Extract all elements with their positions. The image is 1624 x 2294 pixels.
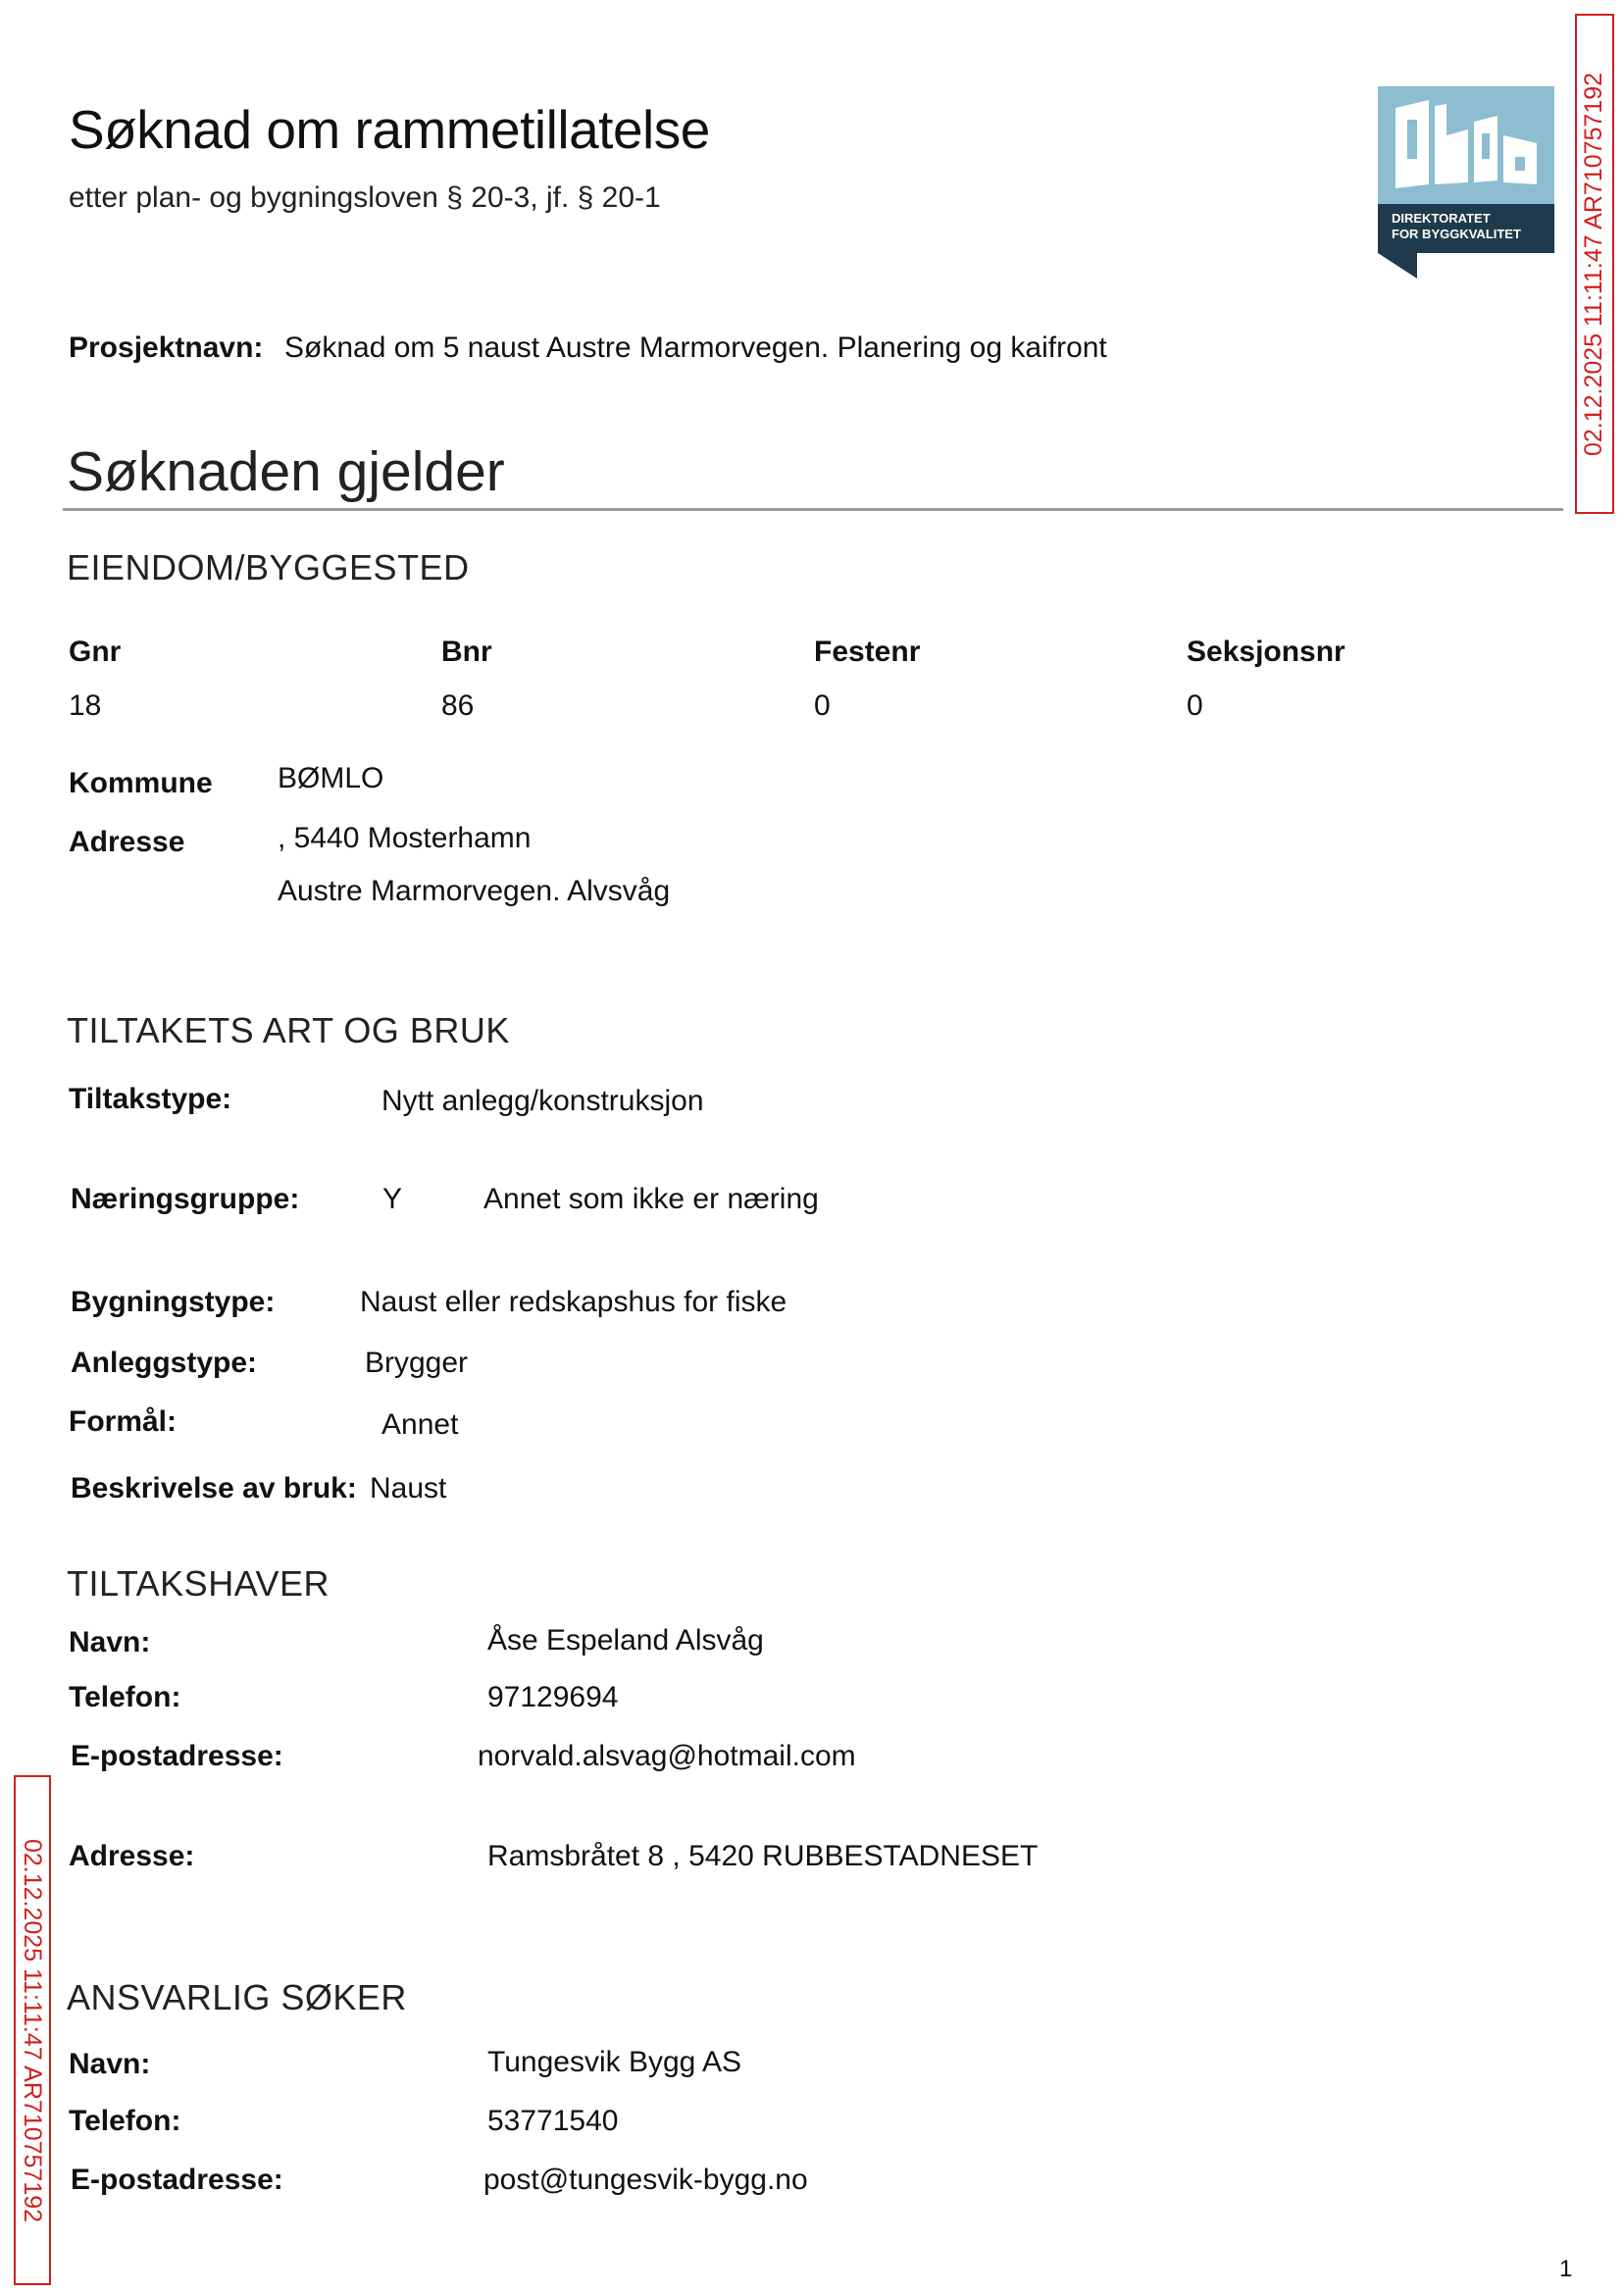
tiltakshaver-telefon-label: Telefon: xyxy=(69,1681,181,1713)
anleggstype-value: Brygger xyxy=(365,1347,469,1379)
tiltakshaver-navn-label: Navn: xyxy=(69,1626,151,1658)
anleggstype-label: Anleggstype: xyxy=(71,1347,258,1379)
beskrivelse-label: Beskrivelse av bruk: xyxy=(71,1472,357,1504)
kommune-label: Kommune xyxy=(69,767,213,799)
bygningstype-label: Bygningstype: xyxy=(71,1286,276,1318)
naeringsgruppe-value: Annet som ikke er næring xyxy=(483,1183,819,1215)
ansvarlig-epost-value: post@tungesvik-bygg.no xyxy=(483,2164,808,2196)
tiltakshaver-epost-value: norvald.alsvag@hotmail.com xyxy=(478,1740,856,1772)
document-subtitle: etter plan- og bygningsloven § 20-3, jf. § 20-1 xyxy=(69,181,661,214)
prosjektnavn-label: Prosjektnavn: xyxy=(69,331,264,364)
dibk-logo-graphic xyxy=(1378,86,1554,279)
dibk-logo xyxy=(1378,86,1554,279)
ansvarlig-navn-value: Tungesvik Bygg AS xyxy=(487,2046,742,2078)
seksjonsnr-label: Seksjonsnr xyxy=(1187,636,1345,668)
festenr-value: 0 xyxy=(814,689,831,722)
naeringsgruppe-label: Næringsgruppe: xyxy=(71,1183,300,1215)
page-number: 1 xyxy=(1559,2256,1573,2282)
tiltakshaver-epost-label: E-postadresse: xyxy=(71,1740,283,1772)
eiendom-heading: EIENDOM/BYGGESTED xyxy=(67,547,470,587)
seksjonsnr-value: 0 xyxy=(1187,689,1203,722)
tiltakshaver-adresse-label: Adresse: xyxy=(69,1840,195,1872)
receipt-stamp-right xyxy=(1575,14,1614,514)
tiltakstype-value: Nytt anlegg/konstruksjon xyxy=(381,1085,704,1117)
tiltakshaver-heading: TILTAKSHAVER xyxy=(67,1563,330,1604)
kommune-value: BØMLO xyxy=(278,762,384,794)
tiltakshaver-navn-value: Åse Espeland Alsvåg xyxy=(487,1624,764,1657)
ansvarlig-navn-label: Navn: xyxy=(69,2048,151,2080)
document-title: Søknad om rammetillatelse xyxy=(69,99,710,160)
ansvarlig-telefon-label: Telefon: xyxy=(69,2105,181,2137)
tiltakstype-label: Tiltakstype: xyxy=(69,1083,232,1115)
bygningstype-value: Naust eller redskapshus for fiske xyxy=(360,1286,787,1318)
bnr-value: 86 xyxy=(441,689,475,722)
prosjektnavn-value: Søknad om 5 naust Austre Marmorvegen. Planering og kaifront xyxy=(284,331,1107,364)
logo-text-line1: DIREKTORATET xyxy=(1392,211,1491,226)
section-divider xyxy=(63,508,1563,511)
tiltakshaver-telefon-value: 97129694 xyxy=(487,1681,619,1713)
ansvarlig-telefon-value: 53771540 xyxy=(487,2105,619,2137)
tiltak-heading: TILTAKETS ART OG BRUK xyxy=(67,1010,510,1050)
logo-text-line2: FOR BYGGKVALITET xyxy=(1392,227,1521,241)
tiltakshaver-adresse-value: Ramsbråtet 8 , 5420 RUBBESTADNESET xyxy=(487,1840,1039,1872)
stamp-text: 02.12.2025 11:11:47 AR710757192 xyxy=(1580,72,1608,456)
naeringsgruppe-code: Y xyxy=(382,1183,403,1215)
formal-value: Annet xyxy=(381,1408,459,1441)
ansvarlig-epost-label: E-postadresse: xyxy=(71,2164,283,2196)
gnr-value: 18 xyxy=(69,689,102,722)
adresse-line2: Austre Marmorvegen. Alvsvåg xyxy=(278,875,671,907)
section-heading: Søknaden gjelder xyxy=(67,440,505,503)
bnr-label: Bnr xyxy=(441,636,492,668)
ansvarlig-soker-heading: ANSVARLIG SØKER xyxy=(67,1977,407,2017)
receipt-stamp-left xyxy=(14,1775,51,2285)
festenr-label: Festenr xyxy=(814,636,921,668)
adresse-line1: , 5440 Mosterhamn xyxy=(278,822,532,854)
gnr-label: Gnr xyxy=(69,636,122,668)
beskrivelse-value: Naust xyxy=(370,1472,447,1504)
formal-label: Formål: xyxy=(69,1405,178,1438)
adresse-label: Adresse xyxy=(69,826,185,858)
stamp-text: 02.12.2025 11:11:47 AR710757192 xyxy=(19,1838,47,2222)
